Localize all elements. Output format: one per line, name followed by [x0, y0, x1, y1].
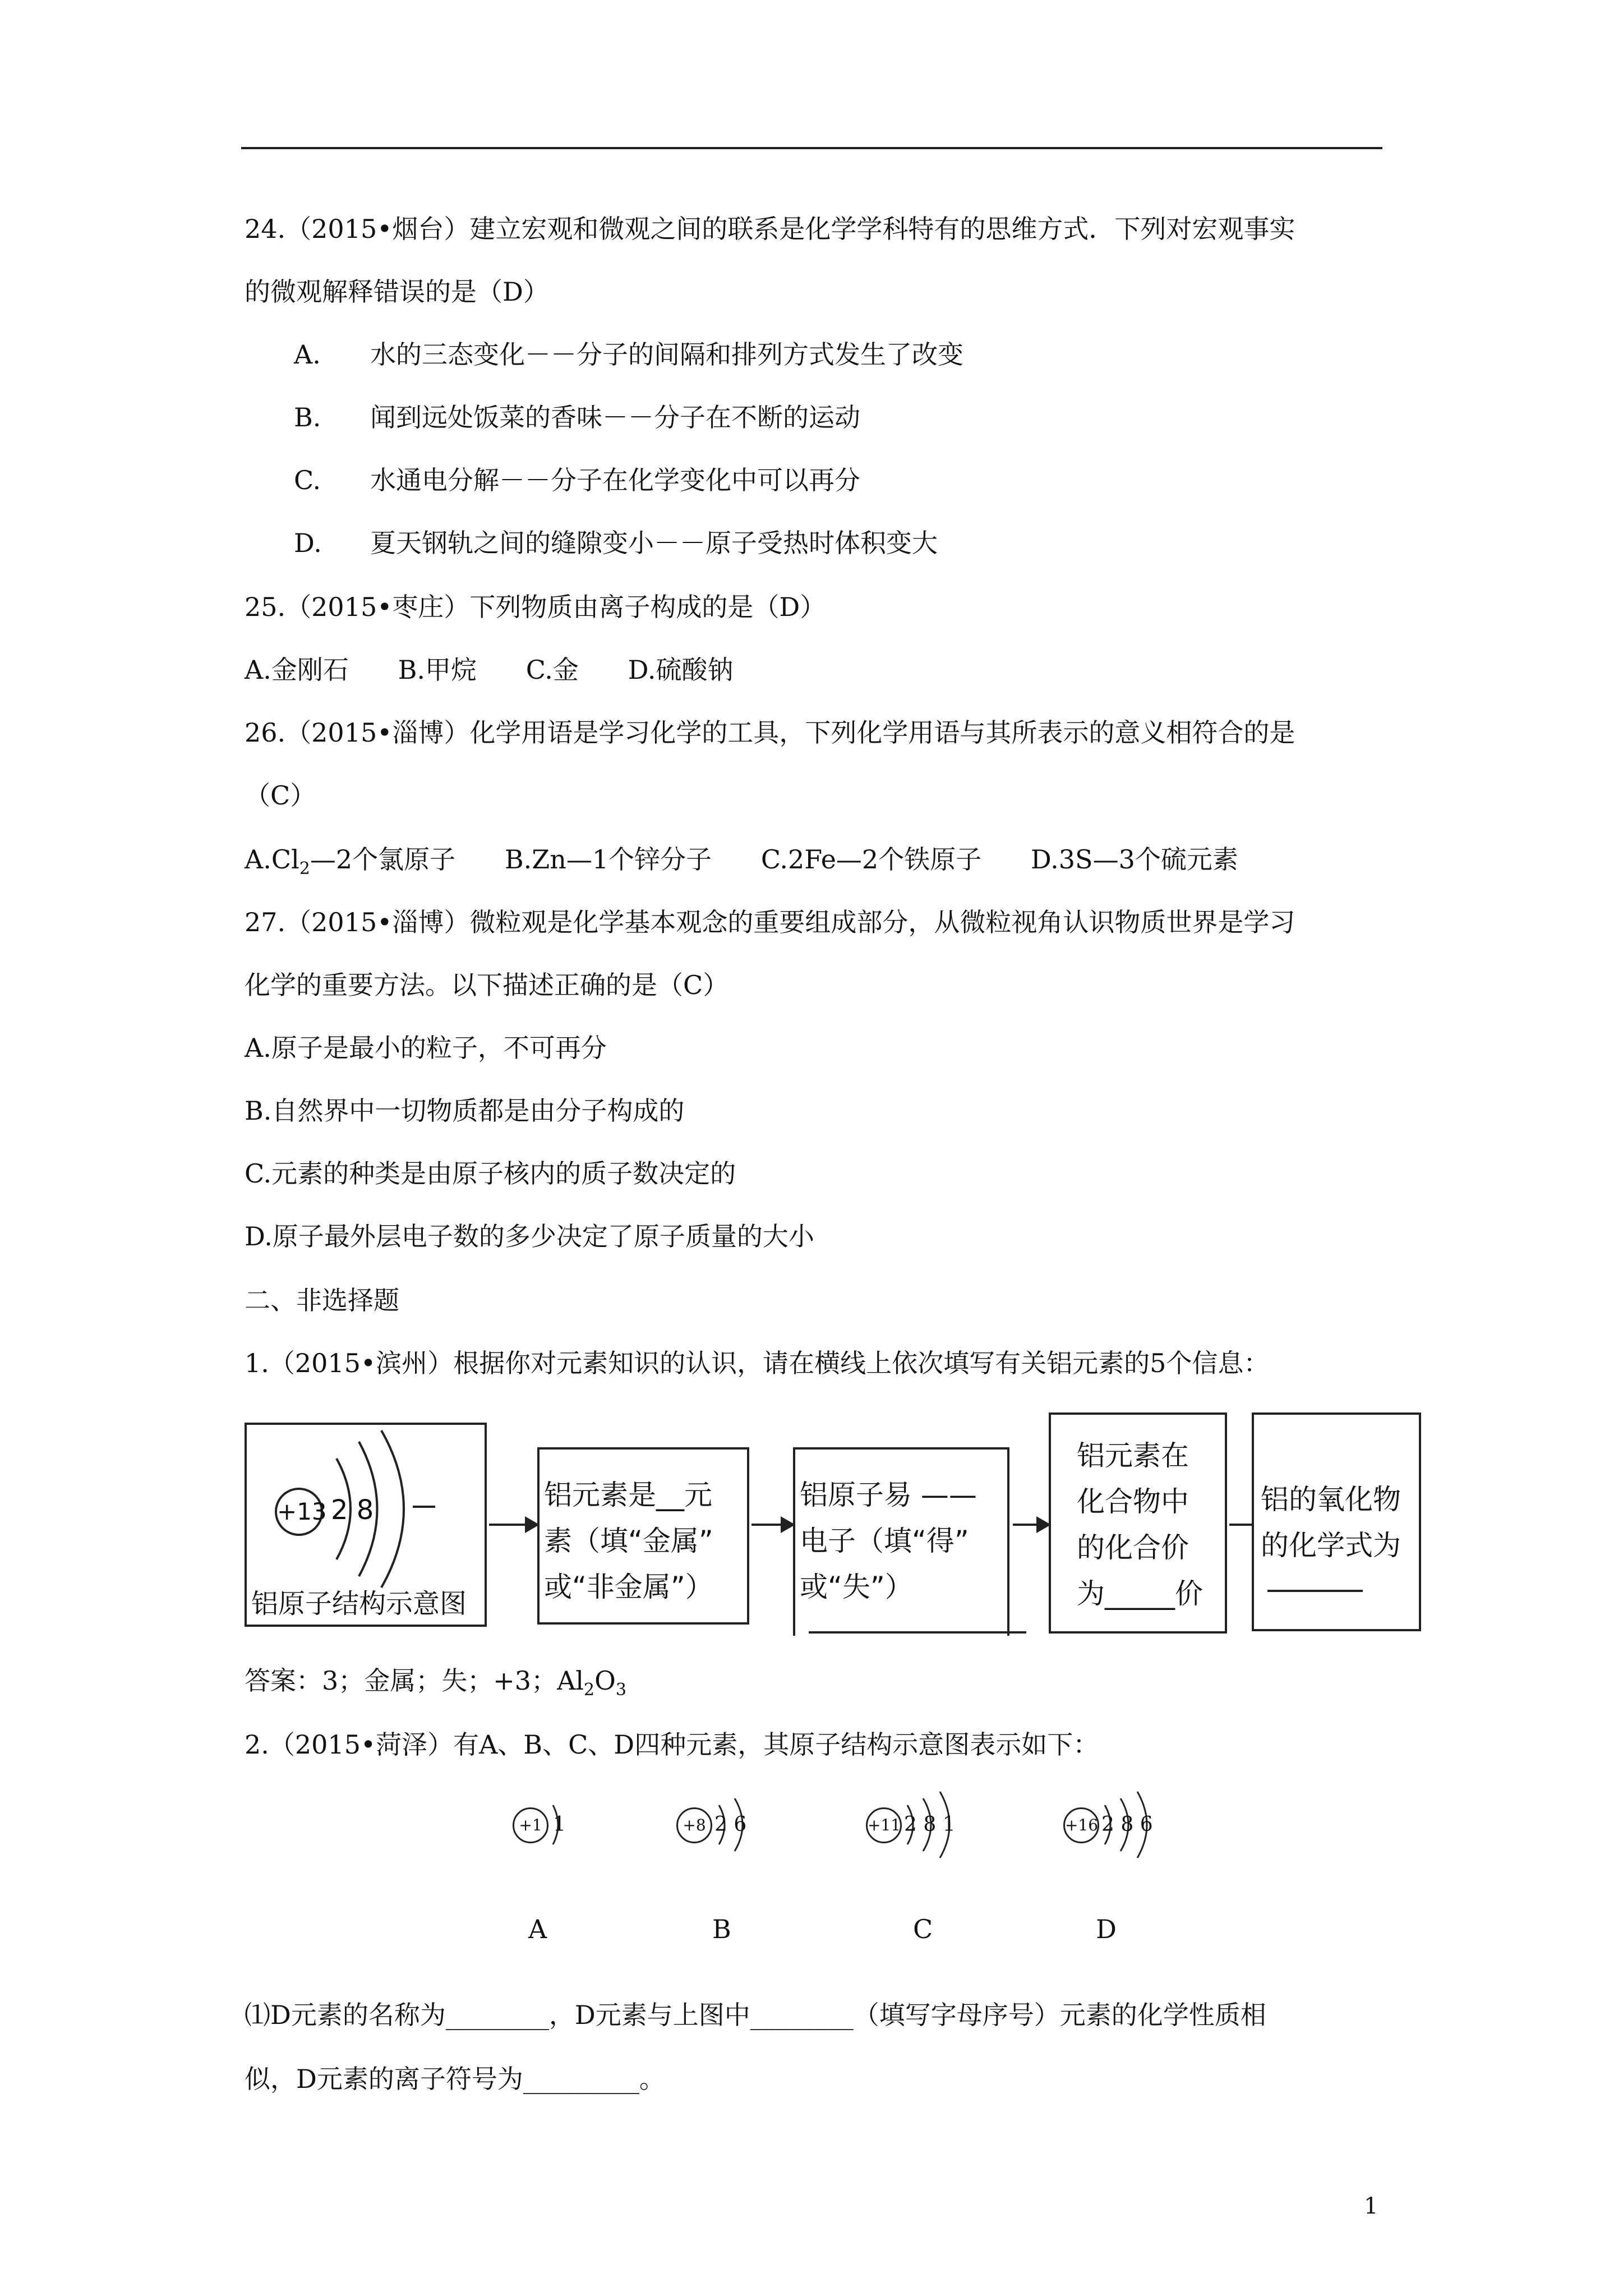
q24-stem-line2: 的微观解释错误的是（D） [245, 277, 549, 307]
q25-options: A.金刚石 B.甲烷 C.金 D.硫酸钠 [245, 655, 734, 685]
nq2-stem: 2.（2015•菏泽）有A、B、C、D四种元素，其原子结构示意图表示如下： [245, 1729, 1099, 1760]
q27-option-c: C.元素的种类是由原子核内的质子数决定的 [245, 1158, 736, 1189]
nq1-stem: 1.（2015•滨州）根据你对元素知识的认识，请在横线上依次填写有关铝元素的5个信息： [245, 1348, 1270, 1378]
shell-electrons: 2 8 6 [1101, 1813, 1153, 1836]
oxide-formula-text: 铝的氧化物 的化学式为 [1261, 1483, 1401, 1562]
option-letter: D. [294, 528, 322, 558]
shell-electrons: 2 6 [714, 1813, 747, 1836]
option-text: 水的三态变化－－分子的间隔和排列方式发生了改变 [370, 339, 963, 370]
q24-stem-line1: 24.（2015•烟台）建立宏观和微观之间的联系是化学学科特有的思维方式．下列对宏观事实 [245, 214, 1295, 244]
shell-electrons: 2 8 [331, 1494, 374, 1526]
nucleus-circle: +8 [676, 1807, 712, 1843]
arrow-right-icon [1013, 1524, 1049, 1526]
nucleus-circle: +16 [1063, 1807, 1099, 1843]
shell-electrons: 2 8 1 [904, 1813, 956, 1836]
atom-label: D [1096, 1914, 1117, 1944]
q27-option-a: A.原子是最小的粒子，不可再分 [245, 1033, 607, 1063]
valence-text: 铝元素在 化合物中 的化合价 为_____价 [1077, 1439, 1203, 1610]
shell-electrons: 1 [553, 1813, 566, 1836]
option-letter: A. [294, 339, 321, 370]
electron-gain-loss-box [793, 1447, 1009, 1636]
subscript: 3 [615, 1680, 626, 1700]
q27-option-b: B.自然界中一切物质都是由分子构成的 [245, 1096, 685, 1126]
arrow-right-icon [489, 1524, 537, 1526]
option-text: 夏天钢轨之间的缝隙变小－－原子受热时体积变大 [370, 528, 938, 558]
subscript: 2 [299, 859, 310, 878]
nq1-answer [245, 1664, 626, 1707]
answer-text: 答案：3；金属；失；+3；Al [245, 1665, 584, 1696]
answer-blank-line [1267, 1590, 1363, 1592]
atom-structure-box [245, 1423, 487, 1627]
q26-options [245, 843, 1238, 886]
nq2-sub1-line2: 似，D元素的离子符号为_________。 [245, 2064, 665, 2094]
answer-blank-line [809, 1631, 1026, 1634]
section-title: 二、非选择题 [245, 1285, 399, 1315]
answer-text-o: O [594, 1665, 616, 1696]
option-letter: C. [294, 465, 321, 495]
q24-option-b [294, 401, 860, 434]
oxide-formula-box [1252, 1412, 1421, 1631]
q24-option-a [294, 338, 963, 371]
q26-stem-line2: （C） [245, 780, 316, 811]
q26-option-a: A.Cl [245, 844, 299, 875]
q24-option-c [294, 463, 860, 497]
atom-label: A [528, 1914, 547, 1944]
nq2-sub1-line1: ⑴D元素的名称为________，D元素与上图中________（填写字母序号）元素的化学性质相 [245, 2000, 1266, 2030]
q26-stem-line1: 26.（2015•淄博）化学用语是学习化学的工具，下列化学用语与其所表示的意义相符合的是 [245, 717, 1295, 748]
q24-option-d [294, 526, 938, 560]
nucleus-circle: +1 [513, 1807, 548, 1843]
q27-stem-line2: 化学的重要方法。以下描述正确的是（C） [245, 970, 729, 1000]
q27-stem-line1: 27.（2015•淄博）微粒观是化学基本观念的重要组成部分，从微粒视角认识物质世界是学习 [245, 907, 1295, 937]
header-rule [241, 147, 1382, 149]
subscript: 2 [584, 1680, 595, 1700]
page-number: 1 [1364, 2193, 1378, 2219]
valence-box [1049, 1412, 1227, 1634]
electron-gain-loss-text: 铝原子易 —— 电子（填“得” 或“失”） [800, 1479, 977, 1603]
q26-options-rest: —2个氯原子 B.Zn—1个锌分子 C.2Fe—2个铁原子 D.3S—3个硫元素 [310, 844, 1238, 875]
atom-label: B [712, 1914, 731, 1944]
atom-label: C [913, 1914, 933, 1944]
atom-structure-caption: 铝原子结构示意图 [251, 1588, 467, 1619]
metal-type-text: 铝元素是__元 素（填“金属” 或“非金属”） [544, 1479, 713, 1603]
metal-type-box [537, 1447, 749, 1625]
nucleus-circle: +13 [275, 1488, 323, 1536]
option-letter: B. [294, 402, 321, 432]
q27-option-d: D.原子最外层电子数的多少决定了原子质量的大小 [245, 1221, 814, 1251]
nucleus-circle: +11 [866, 1807, 902, 1843]
arrow-right-icon [751, 1524, 793, 1526]
option-text: 水通电分解－－分子在化学变化中可以再分 [370, 465, 860, 495]
option-text: 闻到远处饭菜的香味－－分子在不断的运动 [370, 402, 860, 432]
q25-stem: 25.（2015•枣庄）下列物质由离子构成的是（D） [245, 592, 826, 622]
